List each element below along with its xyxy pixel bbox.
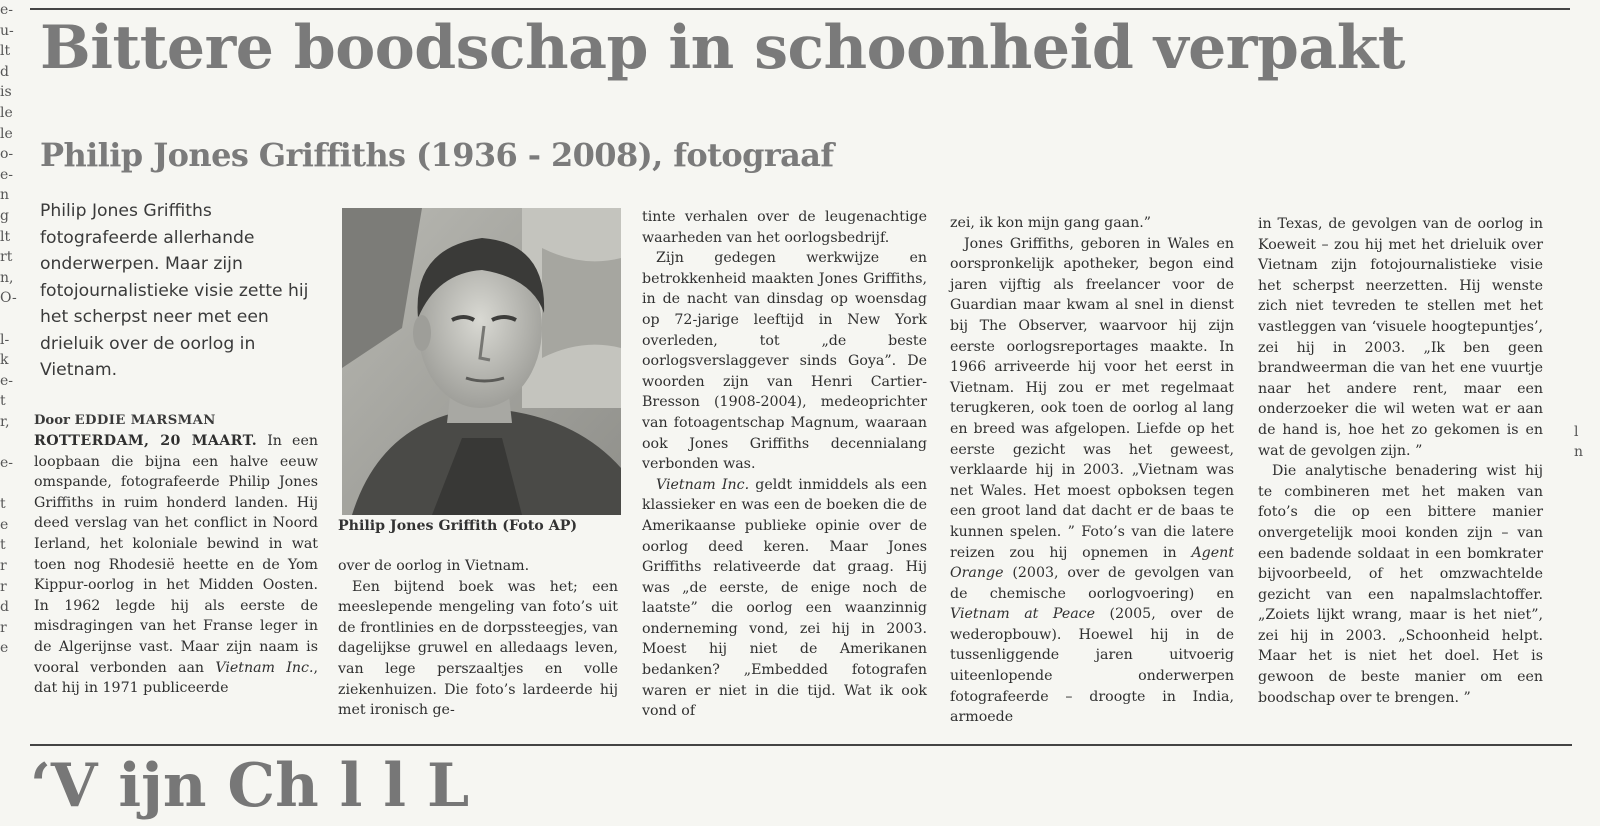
text-column-5	[1258, 214, 1543, 736]
paragraph-text: , dat hij in 1971 publiceerde	[34, 659, 318, 697]
paragraph	[642, 475, 927, 722]
paragraph: zei, ik kon mijn gang gaan.”	[950, 215, 1152, 231]
byline	[34, 411, 324, 432]
paragraph: tinte verhalen over de leugenachtige waarheden van het oorlogsbedrijf.	[642, 209, 927, 246]
byline-author: EDDIE MARSMAN	[74, 413, 216, 428]
paragraph: Een bijtend boek was het; een meeslepende mengeling van foto’s uit de frontlinies en de dorpssteegjes, van dagelijkse gruwel en alledaags leven, van lege perszaaltjes en volle ziekenhuizen. Die foto’s lardeerde hij met ironisch ge-	[338, 578, 618, 719]
paragraph	[950, 234, 1234, 728]
byline-prefix: Door	[34, 413, 75, 428]
text-column-3	[642, 207, 927, 722]
text-column-4	[950, 213, 1234, 726]
paragraph-text: (2003, over de gevolgen van de chemische oorlogvoering) en	[950, 565, 1234, 602]
book-title: Vietnam Inc.	[215, 659, 314, 676]
portrait-photo	[342, 208, 621, 515]
paragraph-text: geldt inmiddels als een klassieker en was een de boeken die de Amerikaanse publieke opinie over de oorlog deed keren. Maar Jones Griffiths relativeerde dat graag. Hij was „de eerste, de enige noch de laatste” die oorlog een waanzinnig onderneming vond, zei hij in 2003. Moest hij niet de Amerikanen bedanken? „Embedded fotografen waren er niet in die tijd. Wat ik ook vond of	[642, 476, 927, 720]
previous-article-fragment: e- u- lt d is le le o- e- n g lt rt n, O- l- k e- t r, e- t e t r r d r e	[0, 2, 17, 657]
paragraph: in Texas, de gevolgen van de oorlog in Koeweit – zou hij met het drieluik over Vietnam zijn fotojournalistieke visie het scherpst neerzetten. Hij wenste zich niet tevreden te stellen met het vastleggen van ‘visuele hoogtepuntjes’, zei hij in 2003. „Ik ben geen brandweerman die van het ene vuurtje naar het andere rent, maar een onderzoeker die wil weten wat er aan de hand is, hoe het zo gekomen is en wat de gevolgen zijn. ”	[1258, 216, 1543, 459]
article-intro: Philip Jones Griffiths fotografeerde allerhande onderwerpen. Maar zijn fotojournalistieke visie zette hij het scherpst neer met een drieluik over de oorlog in Vietnam.	[40, 201, 309, 380]
book-title: Agent Orange	[950, 544, 1234, 582]
text-column-2	[338, 556, 618, 722]
paragraph	[34, 431, 318, 699]
paragraph-text: In een loopbaan die bijna een halve eeuw omspande, fotografeerde Philip Jones Griffiths in ruim honderd landen. Hij deed verslag van het conflict in Noord Ierland, het koloniale bewind in wat toen nog Rhodesië heette en de Yom Kippur-oorlog in het Midden Oosten. In 1962 legde hij als eerste de misdragingen van het Franse leger in de Algerijnse vast. Maar zijn naam is vooral verbonden aan	[34, 433, 318, 676]
article-headline: Bittere boodschap in schoonheid verpakt	[40, 13, 1405, 83]
paragraph-text: Jones Griffiths, geboren in Wales en oorspronkelijk apotheker, begon eind jaren vijftig als freelancer voor de Guardian maar kwam al snel in dienst bij The Observer, waarvoor hij zijn eerste oorlogsreportages maakte. In 1966 arriveerde hij voor het eerst in Vietnam. Hij zou er met regelmaat terugkeren, ook toen de oorlog al lang en breed was afgelopen. Liefde op het eerste gezicht was het geweest, verklaarde hij in 2003. „Vietnam was net Wales. Het moest opboksen tegen een groot land dat dacht er de baas te kunnen spelen. ” Foto’s van die latere reizen zou hij opnemen in	[950, 235, 1234, 561]
article-subheadline: Philip Jones Griffiths (1936 - 2008), fotograaf	[40, 136, 834, 174]
portrait-image	[342, 208, 621, 515]
photo-caption: Philip Jones Griffith (Foto AP)	[338, 518, 578, 534]
paragraph: over de oorlog in Vietnam.	[338, 558, 530, 574]
paragraph: Die analytische benadering wist hij te combineren met het maken van foto’s die op een bittere manier onvergetelijk mooi konden zijn – van een badende soldaat in een bomkrater bijvoorbeeld, of het omzwachtelde gezicht van een napalmslachtoffer. „Zoiets lijkt wrang, maar is het niet”, zei hij in 2003. „Schoonheid helpt. Maar het is niet het doel. Het is gewoon de beste manier om een boodschap over te brengen. ”	[1258, 463, 1543, 706]
book-title: Vietnam at Peace	[950, 606, 1096, 623]
paragraph-text: (2005, over de wederopbouw). Hoewel hij in de tussenliggende jaren uitvoerig uiteenlopende onderwerpen fotografeerde – droogte in India, armoede	[950, 606, 1234, 726]
paragraph: Zijn gedegen werkwijze en betrokkenheid maakten Jones Griffiths, in de nacht van dinsdag op woensdag op 72-jarige leeftijd in New York overleden, tot „de beste oorlogsverslaggever sinds Goya”. De woorden zijn van Henri Cartier-Bresson (1908-2004), medeoprichter van fotoagentschap Magnum, waaraan ook Jones Griffiths decennialang verbonden was.	[642, 250, 927, 473]
dateline: ROTTERDAM, 20 MAART.	[34, 433, 258, 449]
text-column-1	[34, 431, 318, 721]
next-article-fragment: l n	[1574, 423, 1584, 461]
book-title: Vietnam Inc.	[656, 476, 750, 493]
next-article-headline-fragment: ‘V ijn Ch l l L	[30, 751, 470, 821]
